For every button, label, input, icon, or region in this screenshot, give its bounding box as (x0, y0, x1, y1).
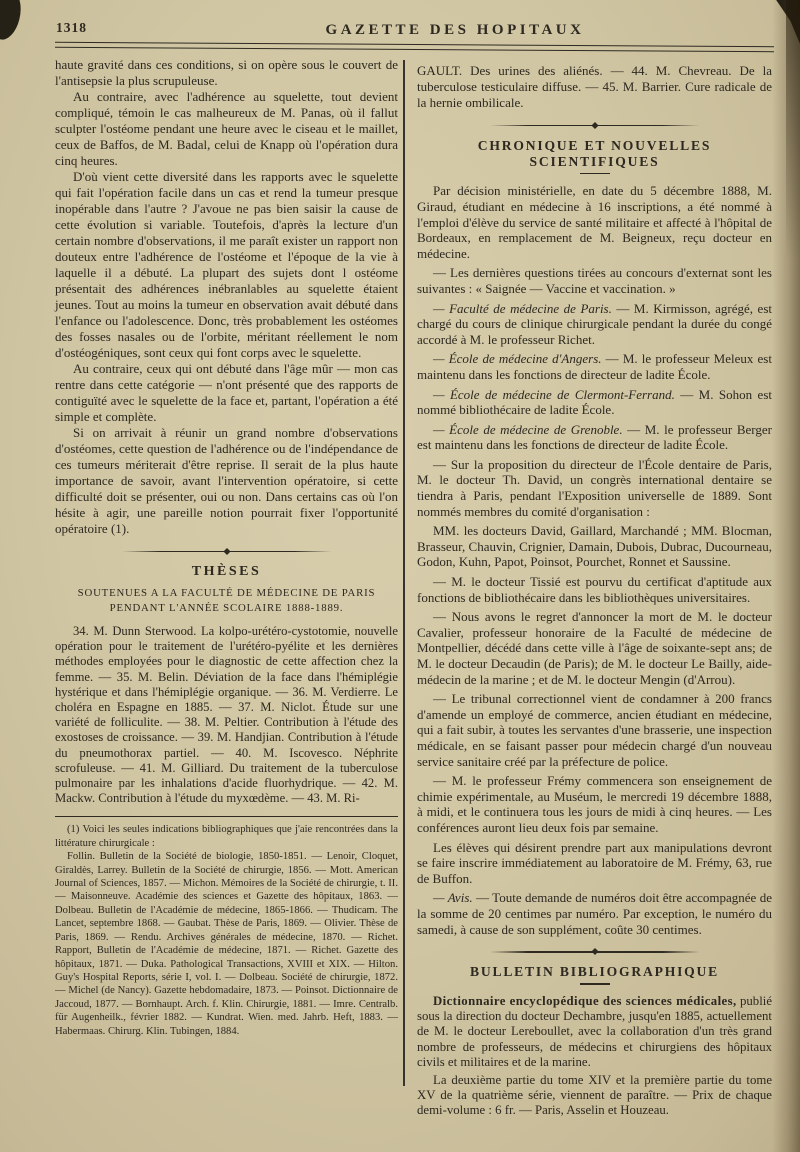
news-paragraph-text: — M. Kirmisson, agrégé, est chargé du cours de clinique chirurgicale pendant la durée du congé accordé à M. le professeur Richet. (417, 300, 772, 347)
bulletin-paragraph (417, 1073, 772, 1119)
news-paragraph-text: — Le tribunal correctionnel vient de condamner à 200 francs d'amende un employé de commerce, ancien étudiant en médecine, qui a fait subir, à toutes les servantes d'une brasserie, une inspection médicale, en se faisant passer pour médecin chargé d'un nouveau service sanitaire créé par la préfecture de police. (417, 691, 772, 769)
chronique-section-title: CHRONIQUE ET NOUVELLES SCIENTIFIQUES (477, 138, 712, 169)
article-paragraph: Au contraire, avec l'adhérence au squelette, tout devient compliqué, témoin le cas malheureux de M. Panas, où il fallut sculpter l'ostéome pendant une heure avec le ciseau et le maillet, ceux de Baffos, de M. Badal, celui de Knapp où l'opération dura cinq heures. (55, 89, 398, 168)
news-paragraph-text: MM. les docteurs David, Gaillard, Marchandé ; MM. Blocman, Brasseur, Chauvin, Crignier, Damain, Dubois, Dubrac, Ducourneau, Godon, Kuhn, Papot, Poinsot, Pourchet, Ronnet et Saussine. (417, 523, 772, 570)
news-paragraph (417, 609, 772, 687)
chronique-heading-rule (580, 173, 610, 174)
header-double-rule (55, 42, 774, 52)
news-paragraph (417, 265, 772, 296)
news-paragraph-text: Les élèves qui désirent prendre part aux manipulations devront se faire inscrire immédiatement au laboratoire de M. Frémy, 63, rue de Buffon. (417, 839, 772, 886)
theses-subtitle-line2: PENDANT L'ANNÉE SCOLAIRE 1888-1889. (109, 601, 344, 614)
news-paragraph-lead: — École de médecine de Grenoble. (433, 421, 623, 437)
right-column (417, 63, 772, 1121)
journal-title: GAZETTE DES HOPITAUX (325, 22, 585, 38)
bulletin-paragraph (417, 994, 772, 1071)
news-paragraph-text: — M. le docteur Tissié est pourvu du certificat d'aptitude aux fonctions de bibliothécaire dans les bibliothèques universitaires. (417, 574, 772, 605)
page-binding-shadow-top (786, 0, 800, 260)
news-paragraph-lead: — Avis. (433, 890, 473, 906)
news-paragraph-text: — M. le professeur Frémy commencera son enseignement de chimie expérimentale, au Muséum, le mercredi 19 décembre 1888, à midi, et le continuera tous les jours de midi à cinq heures. — Les conférences auront lieu deux fois par semaine. (417, 773, 772, 835)
news-paragraph (417, 301, 772, 348)
bulletin-section-title: BULLETIN BIBLIOGRAPHIQUE (469, 964, 720, 980)
news-paragraph (417, 574, 772, 605)
news-paragraph-text: Par décision ministérielle, en date du 5 décembre 1888, M. Giraud, étudiant en médecine à 16 inscriptions, a été nommé à l'emploi d'élève du service de santé militaire et affecté à l'hôpital de Bordeaux, en remplacement de M. Beigneux, reçu docteur en médecine. (417, 183, 772, 261)
scan-corner-mark-top-left (0, 0, 26, 43)
footnote-bibliography: Follin. Bulletin de la Société de biologie, 1850-1851. — Lenoir, Cloquet, Giraldès, Larrey. Bulletin de la Société de chirurgie, 1856. — Mott. American Journal of Sciences, 1857. — Michon. Mémoires de la Société de chirurgie, t. II. — Maisonneuve. Académie des sciences et Gazette des hôpitaux, 1863. — Dolbeau. Bulletin de l'Académie de médecine, 1865-1866. — Thudicam. The Lancet, septembre 1868. — Gaubat. Thèse de Paris, 1869. — Olivier. Thèse de Paris, 1869. — Rendu. Archives générales de médecine, 1870. — Richet. Rapport, Bulletin de l'Académie de médecine, 1871. — Richet. Gazette des hôpitaux, 1871. — Duka. Pathological Transactions, XVIII et XIX. — Hilton. Guy's Hospital Reports, série I, vol. I. — Dolbeau. Société de chirurgie, 1872. — Michel (de Nancy). Gazette hebdomadaire, 1873. — Poinsot. Dictionnaire de Jaccoud, 1877. — Bornhaupt. Arch. f. Klin. Chirurgie, 1881. — Imre. Centralb. für Augenheilk., février 1882. — Kundrat. Wien. med. Jahrb. Heft, 1883. — Habermaas. Chirurg. Klin. Tubingen, 1884. (55, 851, 398, 1037)
bulletin-paragraph-lead: Dictionnaire encyclopédique des sciences médicales, (433, 993, 737, 1008)
left-column (55, 57, 398, 1038)
news-paragraph (417, 351, 772, 382)
news-paragraph (417, 691, 772, 769)
column-divider-rule (403, 60, 405, 1086)
news-paragraph (417, 890, 772, 937)
bulletin-paragraph-text: La deuxième partie du tome XIV et la première partie du tome XV de la quatrième série, viennent de paraître. — Prix de chaque demi-volume : 6 fr. — Paris, Asselin et Houzeau. (417, 1072, 772, 1118)
news-paragraph-text: — Toute demande de numéros doit être accompagnée de la somme de 20 centimes par numéro. Par exception, le numéro du samedi, à cause de son supplément, coûte 30 centimes. (417, 890, 772, 937)
footnote-block (55, 816, 398, 1038)
section-divider-ornament (490, 948, 700, 955)
section-divider-ornament (490, 122, 700, 129)
news-paragraph-lead: — École de médecine d'Angers. (433, 351, 602, 367)
news-paragraph-text: — M. le professeur Meleux est maintenu dans les fonctions de directeur de ladite École. (417, 351, 772, 382)
theses-list: 34. M. Dunn Sterwood. La kolpo-urétéro-cystotomie, nouvelle opération pour le traitement de l'urétéro-pyélite et les dernières méthodes employées pour le diagnostic de cette affection chez la femme. — 35. M. Belin. Déviation de la face dans l'hémiplégie hystérique et dans l'hémiplégie organique. — 36. M. Verdierre. Le choléra en Espagne en 1885. — 37. M. Niclot. Étude sur une variété de folliculite. — 38. M. Peltier. Contribution à l'étude des exostoses de croissance. — 39. M. Handjian. Contribution à l'étude du pneumothorax partiel. — 40. M. Iscovesco. Néphrite scrofuleuse. — 41. M. Gilliard. Du traitement de la tuberculose pulmonaire par les inhalations d'acide fluorhydrique. — 42. M. Mackw. Contribution à l'étude du myxœdème. — 43. M. Ri- (55, 624, 398, 806)
section-divider-ornament (122, 548, 332, 555)
news-paragraph (417, 422, 772, 453)
news-paragraph-text: — M. Sohon est nommé bibliothécaire de ladite École. (417, 386, 772, 418)
article-paragraph: haute gravité dans ces conditions, si on opère sous le couvert de l'antisepsie la plus scrupuleuse. (55, 57, 398, 88)
news-paragraph (417, 183, 772, 261)
article-paragraph: Au contraire, ceux qui ont débuté dans l'âge mûr — mon cas rentre dans cette catégorie — n'ont présenté que des rapports de contiguïté avec le squelette de la face et, partant, l'opération a été simple et complète. (55, 361, 398, 424)
news-paragraph-text: — Les dernières questions tirées au concours d'externat sont les suivantes : « Saignée — Vaccine et vaccination. » (417, 265, 772, 296)
news-paragraph-lead: — École de médecine de Clermont-Ferrand. (433, 386, 675, 402)
news-paragraph-text: — Nous avons le regret d'annoncer la mort de M. le docteur Cavalier, professeur honoraire de la Faculté de médecine de Montpellier, décédé dans cette ville à l'âge de soixante-sept ans; de M. le docteur Decaudin (de Paris); de M. le docteur Le Bailly, aide-médecin de la marine ; et de M. le docteur Mengin (d'Arrou). (417, 609, 772, 687)
theses-title: THÈSES (191, 564, 262, 579)
bulletin-paragraph-text: publié sous la direction du docteur Dechambre, jusqu'en 1885, actuellement de M. le docteur Lereboullet, avec la collaboration d'un très grand nombre de professeurs, de médecins et chirurgiens des hôpitaux civils et militaires et de la marine. (417, 993, 772, 1070)
news-paragraph (417, 523, 772, 570)
news-paragraph (417, 387, 772, 418)
news-paragraph-text: — Sur la proposition du directeur de l'École dentaire de Paris, M. le docteur Th. David, un congrès international dentaire se tiendra à Paris, pendant l'Exposition universelle de 1889. Sont nommés membres du comité d'organisation : (417, 456, 772, 519)
news-paragraph-lead: — Faculté de médecine de Paris. (433, 300, 612, 316)
article-paragraph: D'où vient cette diversité dans les rapports avec le squelette qui fait l'opération facile dans un cas et rend la tumeur presque inopérable dans l'autre ? J'avoue ne pas bien saisir la cause de cette évolution si variable. Toutefois, d'après la lecture d'un certain nombre d'observations, il me paraît exister un rapport non douteux entre l'adhérence de l'ostéome et l'époque de la vie à laquelle il a débuté. La plupart des sujets dont l ostéome présentait des adhérences inébranlables au squelette étaient jeunes. Tout au moins la tumeur en observation avait débuté dans l'enfance ou l'adolescence. Donc, très probablement les ostéomes des fosses nasales ou de l'orbite, méritant réellement le nom d'ostéogéniques, sont ceux qui font corps avec le squelette. (55, 169, 398, 360)
news-paragraph (417, 457, 772, 519)
article-paragraph: Si on arrivait à réunir un grand nombre d'observations d'ostéomes, cette question de l'adhérence ou de l'indépendance de ces tumeurs mériterait d'être reprise. Il serait de la plus haute importance de savoir, avant l'intervention opératoire, si cette difficulté doit se présenter, oui ou non. Dans certains cas où l'on hésite à agir, une pareille notion pourrait fixer l'opportunité opératoire (1). (55, 425, 398, 536)
news-paragraph (417, 773, 772, 835)
theses-continuation: GAULT. Des urines des aliénés. — 44. M. Chevreau. De la tuberculose testiculaire diffuse. — 45. M. Barrier. Cure radicale de la hernie ombilicale. (417, 63, 772, 110)
page-number: 1318 (56, 20, 87, 35)
news-paragraph-text: — M. le professeur Berger est maintenu dans les fonctions de directeur de ladite École. (417, 421, 772, 453)
news-paragraph (417, 840, 772, 887)
footnote-intro: (1) Voici les seules indications bibliographiques que j'aie rencontrées dans la littérature chirurgicale : (55, 824, 398, 849)
theses-subtitle-line1: SOUTENUES A LA FACULTÉ DE MÉDECINE DE PARIS (77, 587, 376, 599)
bulletin-heading-rule (580, 983, 610, 984)
